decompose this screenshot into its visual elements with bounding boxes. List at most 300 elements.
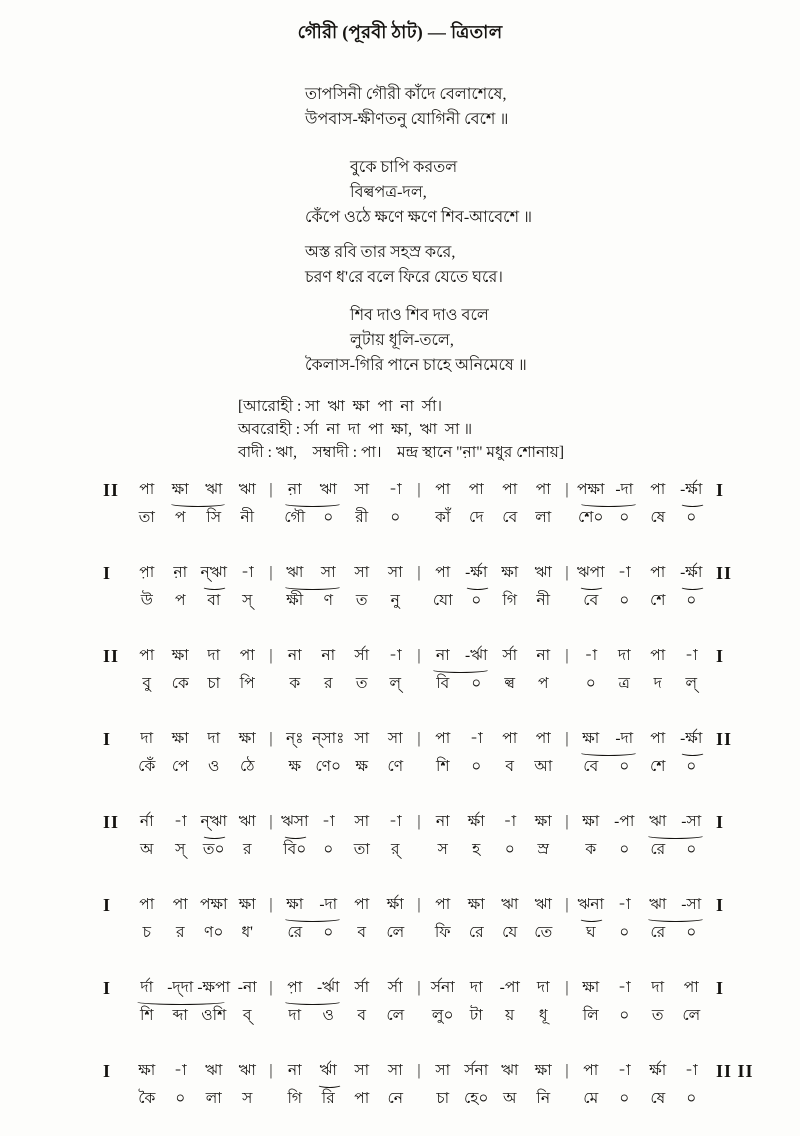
syllable: ত০ bbox=[202, 841, 225, 858]
lyrics-block bbox=[0, 82, 800, 378]
note: ঋা bbox=[238, 813, 256, 830]
taal-mark-right: I bbox=[716, 895, 725, 915]
syllable: শে০ bbox=[577, 509, 604, 526]
syllable: লে bbox=[682, 1007, 701, 1024]
syllable: ব bbox=[357, 924, 367, 941]
syllable: ০ bbox=[686, 924, 697, 941]
syllable: রে bbox=[650, 924, 666, 941]
note: ক্ষা bbox=[238, 730, 256, 747]
measure bbox=[130, 728, 264, 780]
note: ক্ষা bbox=[582, 813, 600, 830]
note: সা bbox=[354, 564, 370, 581]
measure bbox=[278, 562, 412, 614]
syllable: টা bbox=[469, 1007, 483, 1024]
slur-arc bbox=[579, 915, 604, 922]
note: ক্ষা bbox=[238, 896, 256, 913]
note: র্দা bbox=[140, 979, 154, 996]
slur-arc bbox=[579, 749, 637, 756]
note: -র্ক্ষা bbox=[680, 730, 703, 747]
note: সা bbox=[354, 1062, 370, 1079]
syllable: রে bbox=[650, 841, 666, 858]
note: -র্ঋা bbox=[317, 979, 340, 996]
syllable: ক bbox=[289, 675, 301, 692]
note: পা bbox=[139, 481, 155, 498]
note: সা bbox=[387, 730, 403, 747]
measure bbox=[278, 1060, 412, 1112]
slur-arc bbox=[465, 583, 490, 590]
note: পা bbox=[435, 896, 451, 913]
syllable: তে bbox=[534, 924, 553, 941]
syllable: লে bbox=[386, 924, 405, 941]
syllable: মে bbox=[583, 1090, 599, 1107]
note: ঋপা bbox=[576, 564, 605, 581]
measure bbox=[574, 977, 708, 1029]
taal-mark-left: II bbox=[103, 812, 120, 832]
lyric-line: বুকে চাপি করতল bbox=[350, 159, 458, 176]
syllable: অ bbox=[503, 1090, 517, 1107]
syllable: লা bbox=[205, 1090, 222, 1107]
syllable: ০ bbox=[175, 1090, 186, 1107]
bar-separator: | bbox=[565, 647, 569, 664]
note: দা bbox=[140, 730, 154, 747]
note: প়া bbox=[139, 564, 155, 581]
slur-arc bbox=[202, 832, 227, 839]
syllable: ০ bbox=[619, 1090, 630, 1107]
note: ক্ষা bbox=[534, 813, 552, 830]
note: ঋা bbox=[649, 896, 667, 913]
note: পা bbox=[139, 647, 155, 664]
syllable: ণ bbox=[323, 592, 333, 609]
note: পা bbox=[354, 896, 370, 913]
note: -দ্‌দা bbox=[167, 979, 194, 996]
syllable: ০ bbox=[686, 509, 697, 526]
syllable: ত bbox=[355, 592, 368, 609]
syllable: লা bbox=[535, 509, 552, 526]
notation-row bbox=[103, 479, 800, 531]
note: -সা bbox=[681, 813, 702, 830]
measure bbox=[130, 1060, 264, 1112]
lyric-line: কৈলাস-গিরি পানে চাহে অনিমেষে ॥ bbox=[305, 357, 527, 374]
measure bbox=[426, 977, 560, 1029]
note: পা bbox=[468, 481, 484, 498]
note: র্সা bbox=[387, 979, 403, 996]
note: -সা bbox=[681, 896, 702, 913]
bar-separator: | bbox=[417, 730, 421, 747]
taal-mark-left: I bbox=[103, 978, 112, 998]
slur-arc bbox=[317, 1081, 342, 1088]
syllable: প bbox=[174, 509, 186, 526]
note: ঋা bbox=[501, 896, 519, 913]
syllable: ক bbox=[585, 841, 597, 858]
syllable: লি bbox=[582, 1007, 599, 1024]
note: ন়া bbox=[173, 564, 188, 581]
syllable: কৈ bbox=[138, 1090, 156, 1107]
measure bbox=[130, 811, 264, 863]
note: ঋা bbox=[238, 1062, 256, 1079]
syllable: যে bbox=[502, 924, 518, 941]
note: ক্ষা bbox=[171, 481, 189, 498]
measure bbox=[278, 479, 412, 531]
note: -র্ঋা bbox=[465, 647, 488, 664]
bar-separator: | bbox=[269, 481, 273, 498]
note: ঋা bbox=[534, 564, 552, 581]
bar-separator: | bbox=[269, 564, 273, 581]
taal-mark-left: I bbox=[103, 563, 112, 583]
syllable: অ bbox=[140, 841, 154, 858]
syllable: ০ bbox=[390, 509, 401, 526]
measure bbox=[130, 645, 264, 697]
bar-separator: | bbox=[269, 813, 273, 830]
note: পা bbox=[239, 647, 255, 664]
bar-separator: | bbox=[565, 896, 569, 913]
note: ন্‌সাঃ bbox=[312, 730, 345, 747]
note: পা bbox=[650, 564, 666, 581]
syllable: শে bbox=[650, 592, 666, 609]
measure bbox=[278, 811, 412, 863]
note: দা bbox=[651, 979, 665, 996]
syllable: ০ bbox=[619, 758, 630, 775]
note: ঋা bbox=[534, 896, 552, 913]
taal-mark-right: I bbox=[716, 480, 725, 500]
syllable: ব্ bbox=[242, 1007, 252, 1024]
measure bbox=[574, 894, 708, 946]
note: -া bbox=[388, 481, 402, 498]
slur-arc bbox=[680, 583, 705, 590]
slur-arc bbox=[646, 832, 704, 839]
stanza bbox=[0, 240, 800, 290]
lyric-line: তাপসিনী গৌরী কাঁদে বেলাশেষে, bbox=[305, 86, 507, 103]
note: দা bbox=[469, 979, 483, 996]
syllable: শি bbox=[435, 758, 450, 775]
scale-info-line: অবরোহী : র্সা না দা পা ক্ষা, ঋা সা ॥ bbox=[238, 421, 473, 438]
syllable: ০ bbox=[686, 758, 697, 775]
bar-separator: | bbox=[417, 1062, 421, 1079]
note: -া bbox=[617, 564, 631, 581]
note: ক্ষা bbox=[582, 730, 600, 747]
bar-separator: | bbox=[565, 813, 569, 830]
syllable: শি bbox=[139, 1007, 154, 1024]
note: -পা bbox=[499, 979, 520, 996]
note: সা bbox=[320, 564, 336, 581]
slur-arc bbox=[680, 500, 705, 507]
stanza bbox=[0, 303, 800, 378]
slur-arc bbox=[579, 500, 637, 507]
note: -র্ক্ষা bbox=[680, 564, 703, 581]
measure bbox=[426, 894, 560, 946]
bar-separator: | bbox=[417, 647, 421, 664]
measure bbox=[426, 479, 560, 531]
syllable: বে bbox=[502, 509, 518, 526]
slur-arc bbox=[579, 583, 604, 590]
slur-arc bbox=[431, 666, 489, 673]
note: ঋা bbox=[238, 481, 256, 498]
note: পা bbox=[583, 1062, 599, 1079]
notation-row bbox=[103, 894, 800, 946]
measure bbox=[574, 1060, 708, 1112]
note: ঋনা bbox=[577, 896, 605, 913]
note: র্সা bbox=[354, 647, 370, 664]
syllable: হ bbox=[472, 841, 481, 858]
note: -ক্ষপা bbox=[197, 979, 231, 996]
syllable: চ bbox=[142, 924, 151, 941]
measure bbox=[426, 1060, 560, 1112]
measure bbox=[426, 811, 560, 863]
slur-arc bbox=[169, 500, 227, 507]
syllable: ০ bbox=[323, 509, 334, 526]
syllable: ফি bbox=[434, 924, 451, 941]
syllable: র bbox=[175, 924, 185, 941]
bar-separator: | bbox=[565, 730, 569, 747]
note: -া bbox=[388, 813, 402, 830]
note: পা bbox=[683, 979, 699, 996]
note: র্সনা bbox=[430, 979, 455, 996]
note: র্ঋা bbox=[319, 1062, 337, 1079]
bar-separator: | bbox=[417, 979, 421, 996]
taal-mark-left: II bbox=[103, 480, 120, 500]
note: পা bbox=[650, 481, 666, 498]
taal-mark-right: II bbox=[716, 563, 733, 583]
syllable: দ bbox=[653, 675, 662, 692]
lyric-line: লুটায় ধূলি-তলে, bbox=[350, 332, 454, 349]
measure bbox=[278, 645, 412, 697]
syllable: ০ bbox=[471, 592, 482, 609]
note: -র্ক্ষা bbox=[465, 564, 488, 581]
bar-separator: | bbox=[269, 979, 273, 996]
syllable: য় bbox=[505, 1007, 515, 1024]
note: -া bbox=[684, 647, 698, 664]
note: ক্ষা bbox=[467, 896, 485, 913]
measure bbox=[574, 645, 708, 697]
syllable: গৌ bbox=[284, 509, 306, 526]
measure bbox=[426, 645, 560, 697]
taal-mark-left: I bbox=[103, 895, 112, 915]
taal-mark-right: II bbox=[716, 729, 733, 749]
bar-separator: | bbox=[417, 896, 421, 913]
syllable: ক্ষ bbox=[355, 758, 369, 775]
syllable: ০ bbox=[686, 1090, 697, 1107]
slur-arc bbox=[283, 998, 341, 1005]
note: র্সা bbox=[502, 647, 518, 664]
syllable: লে bbox=[386, 1007, 405, 1024]
syllable: ঘ bbox=[585, 924, 596, 941]
syllable: স্ bbox=[242, 592, 253, 609]
syllable: আ bbox=[534, 758, 553, 775]
note: -া bbox=[617, 979, 631, 996]
note: র্ক্ষা bbox=[649, 1062, 667, 1079]
note: র্ক্ষা bbox=[467, 813, 485, 830]
syllable: কেঁ bbox=[138, 758, 156, 775]
syllable: ক্ষী bbox=[286, 592, 304, 609]
notation-row bbox=[103, 728, 800, 780]
syllable: ণে bbox=[387, 758, 404, 775]
bar-separator: | bbox=[269, 1062, 273, 1079]
measure bbox=[426, 728, 560, 780]
note: ক্ষা bbox=[171, 647, 189, 664]
bar-separator: | bbox=[565, 979, 569, 996]
syllable: ০ bbox=[471, 758, 482, 775]
note: সা bbox=[354, 481, 370, 498]
note: পা bbox=[650, 730, 666, 747]
note: পক্ষা bbox=[199, 896, 228, 913]
syllable: ০ bbox=[619, 592, 630, 609]
note: ঋা bbox=[501, 1062, 519, 1079]
syllable: নে bbox=[387, 1090, 404, 1107]
bar-separator: | bbox=[269, 730, 273, 747]
syllable: ত bbox=[651, 1007, 664, 1024]
note: সা bbox=[354, 813, 370, 830]
syllable: গি bbox=[502, 592, 518, 609]
syllable: রে bbox=[468, 924, 484, 941]
syllable: তা bbox=[353, 841, 370, 858]
syllable: নি bbox=[536, 1090, 551, 1107]
slur-arc bbox=[283, 915, 341, 922]
syllable: ণ০ bbox=[204, 924, 224, 941]
lyric-line: চরণ ধ'রে বলে ফিরে যেতে ঘরে। bbox=[305, 269, 503, 286]
syllable: চা bbox=[207, 675, 221, 692]
note: ক্ষা bbox=[138, 1062, 156, 1079]
note: ঋা bbox=[649, 813, 667, 830]
note: সা bbox=[387, 1062, 403, 1079]
note: পা bbox=[535, 481, 551, 498]
note: ক্ষা bbox=[582, 979, 600, 996]
syllable: ব bbox=[505, 758, 515, 775]
syllable: হে০ bbox=[463, 1090, 489, 1107]
syllable: ল্ bbox=[389, 675, 402, 692]
syllable: দা bbox=[288, 1007, 302, 1024]
note: দা bbox=[207, 730, 221, 747]
lyric-line: শিব দাও শিব দাও বলে bbox=[350, 307, 489, 324]
syllable: ০ bbox=[619, 924, 630, 941]
measure bbox=[574, 811, 708, 863]
syllable: রী bbox=[355, 509, 369, 526]
lyric-line: উপবাস-ক্ষীণতনু যোগিনী বেশে ॥ bbox=[305, 111, 509, 128]
syllable: চা bbox=[436, 1090, 450, 1107]
measure bbox=[130, 562, 264, 614]
syllable: ০ bbox=[619, 1007, 630, 1024]
note: না bbox=[536, 647, 551, 664]
syllable: ব bbox=[357, 1007, 367, 1024]
note: পা bbox=[535, 730, 551, 747]
notation-row bbox=[103, 562, 800, 614]
note: -া bbox=[503, 813, 517, 830]
note: ক্ষা bbox=[286, 896, 304, 913]
note: ঋা bbox=[205, 481, 223, 498]
syllable: ০ bbox=[686, 841, 697, 858]
note: সা bbox=[387, 564, 403, 581]
note: না bbox=[287, 647, 302, 664]
note: ঋা bbox=[286, 564, 304, 581]
taal-mark-right: I bbox=[716, 812, 725, 832]
lyric-line: বিল্বপত্র-দল, bbox=[350, 184, 427, 201]
scale-info-line: [আরোহী : সা ঋা ক্ষা পা না র্সা। bbox=[238, 398, 443, 415]
syllable: রি bbox=[321, 1090, 335, 1107]
note: -া bbox=[584, 647, 598, 664]
syllable: ত bbox=[355, 675, 368, 692]
note: দা bbox=[207, 647, 221, 664]
syllable: বি bbox=[436, 675, 450, 692]
syllable: বা bbox=[207, 592, 221, 609]
syllable: স্ bbox=[175, 841, 186, 858]
measure bbox=[130, 894, 264, 946]
note: -া bbox=[388, 647, 402, 664]
syllable: কে bbox=[171, 675, 189, 692]
note: ন্‌ঃ bbox=[285, 730, 304, 747]
lyric-line: কেঁপে ওঠে ক্ষণে ক্ষণে শিব-আবেশে ॥ bbox=[305, 209, 533, 226]
note: -দা bbox=[615, 481, 634, 498]
slur-arc bbox=[283, 832, 308, 839]
syllable: ণে০ bbox=[315, 758, 342, 775]
syllable: বে bbox=[583, 758, 599, 775]
note: না bbox=[321, 647, 336, 664]
syllable: ধূ bbox=[538, 1007, 548, 1024]
slur-arc bbox=[680, 749, 705, 756]
taal-mark-right: II II bbox=[716, 1061, 754, 1081]
note: ন্ঋা bbox=[200, 564, 228, 581]
taal-mark-right: I bbox=[716, 646, 725, 666]
measure bbox=[130, 479, 264, 531]
taal-mark-left: I bbox=[103, 729, 112, 749]
note: র্সনা bbox=[464, 1062, 489, 1079]
note: দা bbox=[617, 647, 631, 664]
note: -দা bbox=[319, 896, 338, 913]
note: -া bbox=[469, 730, 483, 747]
bar-separator: | bbox=[417, 813, 421, 830]
measure bbox=[426, 562, 560, 614]
syllable: ০ bbox=[323, 841, 334, 858]
sheet-music-page bbox=[0, 18, 800, 1136]
syllable: গি bbox=[287, 1090, 303, 1107]
note: ন্ঋা bbox=[200, 813, 228, 830]
note: -পা bbox=[614, 813, 635, 830]
measure bbox=[130, 977, 264, 1029]
syllable: র্ bbox=[390, 841, 400, 858]
syllable: ০ bbox=[619, 509, 630, 526]
note: -া bbox=[321, 813, 335, 830]
syllable: পে bbox=[171, 758, 189, 775]
note: -া bbox=[684, 1062, 698, 1079]
syllable: র bbox=[323, 675, 333, 692]
notation-row bbox=[103, 977, 800, 1029]
note: সা bbox=[354, 730, 370, 747]
syllable: ০ bbox=[504, 841, 515, 858]
stanza bbox=[0, 155, 800, 230]
lyric-line: অস্ত রবি তার সহস্র করে, bbox=[305, 244, 456, 261]
taal-mark-left: II bbox=[103, 646, 120, 666]
notation-block bbox=[0, 479, 800, 1112]
syllable: নী bbox=[536, 592, 551, 609]
scale-info-block bbox=[0, 395, 800, 464]
syllable: ল্ব bbox=[504, 675, 516, 692]
syllable: ঠে bbox=[239, 758, 255, 775]
syllable: লু০ bbox=[431, 1007, 454, 1024]
syllable: ধ' bbox=[241, 924, 253, 941]
note: পক্ষা bbox=[576, 481, 605, 498]
note: পা bbox=[502, 481, 518, 498]
note: -া bbox=[617, 1062, 631, 1079]
note: না bbox=[287, 1062, 302, 1079]
syllable: ত্র bbox=[618, 675, 630, 692]
syllable: ০ bbox=[323, 924, 334, 941]
note: -া bbox=[617, 896, 631, 913]
syllable: ০ bbox=[585, 675, 596, 692]
syllable: পা bbox=[354, 1090, 370, 1107]
measure bbox=[574, 728, 708, 780]
note: ন়া bbox=[287, 481, 302, 498]
measure bbox=[574, 479, 708, 531]
measure bbox=[574, 562, 708, 614]
note: পা bbox=[435, 564, 451, 581]
measure bbox=[278, 977, 412, 1029]
